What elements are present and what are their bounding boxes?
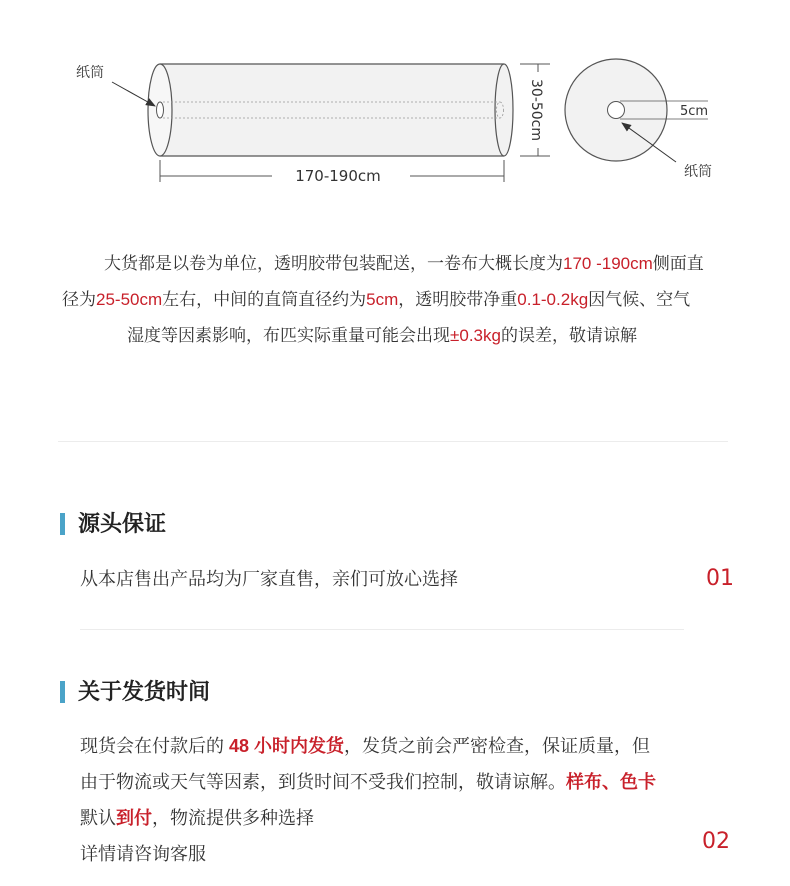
section-text-shipping-time [80,728,656,872]
ship-within-48h-highlight: 48 小时内发货 [229,736,345,756]
intro-text: 侧面直 [652,254,704,273]
tape-weight-highlight: 0.1-0.2kg [517,290,589,309]
intro-text: 湿度等因素影响，布匹实际重量可能会出现 [127,326,451,345]
intro-text: ，透明胶带净重 [398,290,518,309]
fabric-roll-diagram [0,0,790,200]
label-length: 170-190cm [295,167,381,185]
shipping-text: 默认 [80,808,116,828]
roll-length-highlight: 170 -190cm [563,254,653,273]
cash-on-delivery-highlight: 到付 [116,808,152,828]
shipping-text: 由于物流或天气等因素，到货时间不受我们控制，敬请谅解。 [80,772,566,792]
section-divider [80,629,684,630]
roll-info-paragraph [62,246,728,354]
shipping-text: ，物流提供多种选择 [152,808,314,828]
shipping-text: ，发货之前会严密检查，保证质量，但 [344,736,651,756]
section-accent-bar [60,513,65,535]
shipping-text: 现货会在付款后的 [80,736,230,756]
contact-service-text: 详情请咨询客服 [80,844,206,864]
label-paper-tube-right: 纸筒 [684,164,712,180]
section-title-source-guarantee: 源头保证 [78,511,167,536]
sample-color-card-highlight: 样布、色卡 [566,772,656,792]
section-title-shipping-time: 关于发货时间 [78,679,211,704]
core-diameter-highlight: 5cm [366,290,399,309]
intro-text: 径为 [62,290,96,309]
intro-text: 大货都是以卷为单位，透明胶带包装配送，一卷布大概长度为 [104,254,563,273]
intro-text: 因气候、空气 [588,290,691,309]
label-diameter: 30-50cm [528,78,544,142]
section-accent-bar [60,681,65,703]
section-divider [58,441,728,442]
fabric-roll-cylinder [148,64,513,156]
label-paper-tube-left: 纸筒 [76,65,104,81]
weight-error-highlight: ±0.3kg [450,326,501,345]
intro-text: 左右，中间的直筒直径约为 [162,290,367,309]
section-number-02: 02 [702,829,730,854]
intro-text: 的误差，敬请谅解 [500,326,637,345]
roll-diameter-highlight: 25-50cm [96,290,163,309]
section-number-01: 01 [706,566,734,591]
section-text-source-guarantee: 从本店售出产品均为厂家直售，亲们可放心选择 [80,569,458,589]
label-core-diameter: 5cm [680,104,709,119]
